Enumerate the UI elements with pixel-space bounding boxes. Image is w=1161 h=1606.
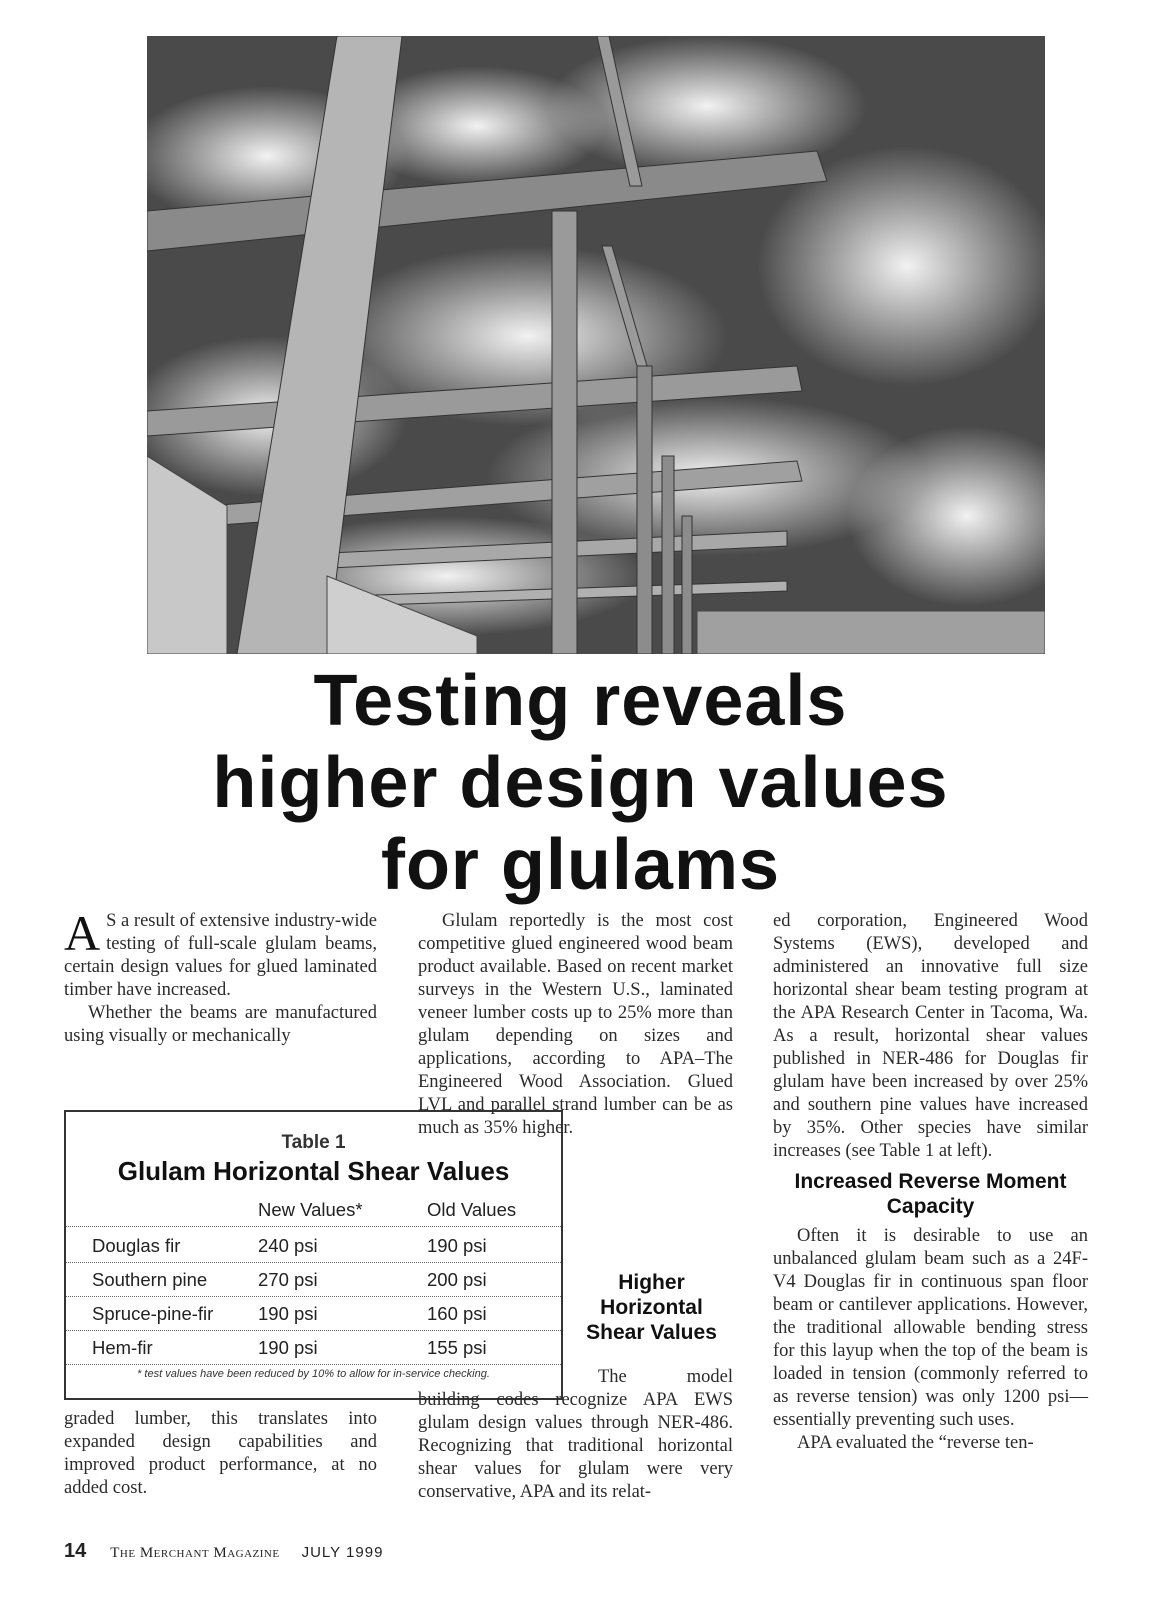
table-header-new: New Values* [258, 1199, 363, 1220]
table-row [66, 1230, 561, 1263]
table-row [66, 1264, 561, 1297]
column-3-paragraph-1: ed corporation, Engineered Wood Systems (EWS), developed and administered an innovative full size horizontal shear beam testing program at the APA Research Center in Tacoma, Wa. As a result, horizontal shear values published in NER-486 for Douglas fir glulam have been increased by over 25% and southern pine values have increased by 35%. Other species have similar increases (see Table 1 at left). [773, 911, 1088, 1161]
old-value-cell: 160 psi [427, 1303, 487, 1324]
column-2-paragraph-1: Glulam reportedly is the most cost competitive glued engineered wood beam product available. Based on recent market surveys in the Western U.S., laminated veneer lumber costs up to 25% more than glulam depending on sizes and applications, according to APA–The Engineered Wood Association. Glued LVL and parallel strand lumber can be as much as 35% higher. [418, 911, 733, 1138]
new-value-cell: 190 psi [258, 1303, 318, 1324]
headline-line-2: higher design values [212, 743, 949, 823]
drop-cap: A [64, 905, 101, 961]
new-value-cell: 240 psi [258, 1235, 318, 1256]
headline-line-3: for glulams [380, 825, 781, 905]
column-1-paragraph-2: Whether the beams are manufactured using visually or mechanically [64, 1003, 377, 1046]
article-photo [147, 36, 1045, 654]
species-cell: Douglas fir [92, 1235, 181, 1256]
column-1-bottom [64, 1408, 377, 1500]
higher-horizontal-shear-subhead: Higher Horizontal Shear Values [586, 1271, 717, 1344]
table-footnote: * test values have been reduced by 10% to allow for in-service checking. [137, 1368, 490, 1380]
intro-paragraph [64, 905, 377, 1002]
table-number: Table 1 [281, 1132, 346, 1153]
page-number: 14 [64, 1540, 87, 1562]
reverse-moment-subhead: Increased Reverse Moment Capacity [794, 1170, 1067, 1218]
table-title: Glulam Horizontal Shear Values [117, 1156, 510, 1186]
shear-values-table [64, 1110, 563, 1400]
column-3-paragraph-2: Often it is desirable to use an unbalanced glulam beam such as a 24F-V4 Douglas fir in continuous span floor beam or cantilever applications. However, the traditional allowable bending stress for this layup when the top of the beam is loaded in tension (commonly referred to as reverse tension) was only 1200 psi—essentially preventing such uses. [773, 1226, 1088, 1430]
column-1-paragraph-3: graded lumber, this translates into expanded design capabilities and improved product performance, at no added cost. [64, 1409, 377, 1498]
table-row [66, 1332, 561, 1365]
article-headline [0, 660, 1161, 906]
table-header-row [66, 1194, 561, 1227]
intro-text: S a result of extensive industry-wide testing of full-scale glulam beams, certain design values for glued laminated timber have increased. [64, 911, 377, 1000]
page-footer [64, 1540, 383, 1568]
new-value-cell: 270 psi [258, 1269, 318, 1290]
species-cell: Hem-fir [92, 1337, 153, 1358]
column-3-paragraph-3: APA evaluated the “reverse ten- [797, 1433, 1034, 1453]
table-header-old: Old Values [427, 1199, 517, 1220]
column-1-top [64, 905, 377, 1048]
species-cell: Southern pine [92, 1269, 208, 1290]
new-value-cell: 190 psi [258, 1337, 318, 1358]
species-cell: Spruce-pine-fir [92, 1303, 214, 1324]
issue-date: JULY 1999 [301, 1544, 384, 1561]
glulam-framing-illustration [147, 36, 1045, 654]
column-2-narrow [570, 1264, 733, 1351]
old-value-cell: 155 psi [427, 1337, 487, 1358]
headline-line-1: Testing reveals [313, 661, 848, 741]
table-row [66, 1298, 561, 1331]
old-value-cell: 200 psi [427, 1269, 487, 1290]
column-2-top [418, 910, 733, 1140]
column-2-bottom [418, 1366, 733, 1504]
column-2-paragraph-2: The model building codes recognize APA EWS glulam design values through NER-486. Recognizing that traditional horizontal shear values for glulam were very conservative, APA and its relat- [418, 1367, 733, 1502]
magazine-name: The Merchant Magazine [110, 1545, 280, 1561]
old-value-cell: 190 psi [427, 1235, 487, 1256]
column-3 [773, 910, 1088, 1455]
